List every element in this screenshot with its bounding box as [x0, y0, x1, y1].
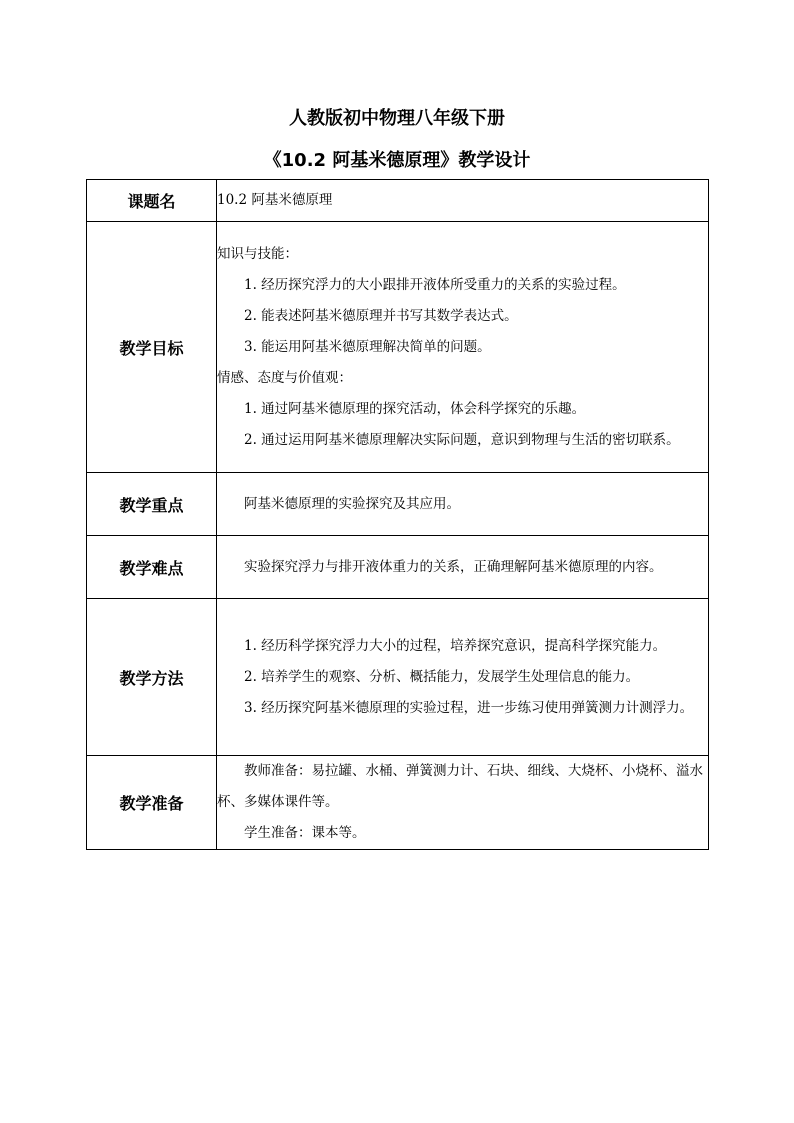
table-row-topic: [87, 180, 709, 222]
table-row-goals: [87, 222, 709, 473]
method-line: 1. 经历科学探究浮力大小的过程，培养探究意识，提高科学探究能力。: [244, 637, 667, 654]
method-line: 2. 培养学生的观察、分析、概括能力，发展学生处理信息的能力。: [244, 668, 640, 685]
prep-label: 教学准备: [87, 756, 217, 850]
goals-line: 1. 经历探究浮力的大小跟排开液体所受重力的关系的实验过程。: [244, 276, 626, 293]
prep-line: 教师准备：易拉罐、水桶、弹簧测力计、石块、细线、大烧杯、小烧杯、溢水杯、多媒体课件等。: [217, 763, 703, 810]
prep-content: [217, 756, 709, 850]
topic-value: 10.2 阿基米德原理: [217, 180, 709, 222]
key-label: 教学重点: [87, 473, 217, 536]
goals-line: 1. 通过阿基米德原理的探究活动，体会科学探究的乐趣。: [244, 400, 586, 417]
goals-line: 2. 能表述阿基米德原理并书写其数学表达式。: [244, 307, 518, 324]
table-row-method: [87, 599, 709, 756]
prep-line: 学生准备：课本等。: [244, 825, 366, 841]
goals-content: [217, 222, 709, 473]
goals-line: 2. 通过运用阿基米德原理解决实际问题，意识到物理与生活的密切联系。: [244, 431, 680, 448]
table-row-prep: [87, 756, 709, 850]
method-label: 教学方法: [87, 599, 217, 756]
lesson-plan-table: [86, 179, 709, 850]
topic-label: 课题名: [87, 180, 217, 222]
table-row-difficulty: [87, 536, 709, 599]
difficulty-label: 教学难点: [87, 536, 217, 599]
key-content: [217, 473, 709, 536]
goals-heading-knowledge: 知识与技能：: [217, 245, 298, 262]
goals-heading-attitude: 情感、态度与价值观：: [217, 369, 352, 386]
goals-line: 3. 能运用阿基米德原理解决简单的问题。: [244, 338, 491, 355]
table-row-key: [87, 473, 709, 536]
method-line: 3. 经历探究阿基米德原理的实验过程，进一步练习使用弹簧测力计测浮力。: [244, 699, 694, 716]
difficulty-content: [217, 536, 709, 599]
document-title: 人教版初中物理八年级下册: [289, 108, 505, 129]
key-value: 阿基米德原理的实验探究及其应用。: [244, 495, 460, 512]
document-subtitle: 《10.2 阿基米德原理》教学设计: [263, 150, 531, 171]
method-content: [217, 599, 709, 756]
goals-label: 教学目标: [87, 222, 217, 473]
difficulty-value: 实验探究浮力与排开液体重力的关系，正确理解阿基米德原理的内容。: [244, 558, 663, 575]
